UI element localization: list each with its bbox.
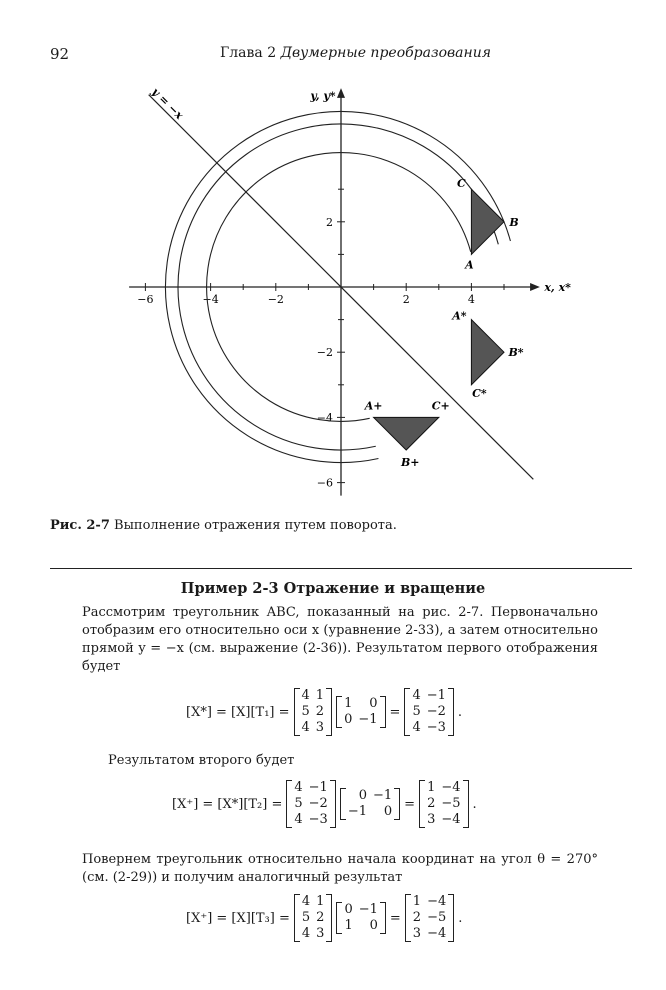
y-tick-label: −4 [316, 411, 333, 425]
y-tick-label: −6 [316, 476, 333, 490]
y-tick-label: 2 [326, 215, 333, 229]
point-label-2: C [457, 177, 466, 191]
matrix-cell: −1 [347, 804, 367, 819]
matrix-Xplus-3 [405, 894, 454, 942]
point-label-4: B* [508, 346, 524, 360]
matrix-cell: −1 [358, 712, 378, 727]
equation-3 [186, 894, 462, 942]
triangle-A-plus [374, 417, 439, 450]
point-label-5: C* [472, 386, 487, 400]
matrix-cell: 2 [315, 704, 325, 719]
x-tick-label: 2 [402, 293, 410, 306]
matrix-cell: 4 [301, 720, 310, 735]
matrix-cell: 4 [301, 926, 311, 941]
matrix-cell: 4 [294, 780, 303, 795]
x-axis-label: x, x* [544, 281, 571, 294]
eq2-lhs: [X⁺] = [X*][T₂] = [172, 796, 283, 812]
matrix-cell: −3 [426, 720, 446, 735]
point-label-0: A [465, 258, 474, 272]
matrix-T1 [336, 696, 385, 728]
matrix-cell: 4 [412, 688, 421, 703]
matrix-cell: −4 [427, 926, 447, 941]
equation-2 [172, 780, 477, 828]
triangle-A-star [471, 320, 504, 385]
matrix-cell: 3 [315, 720, 325, 735]
equals: = [389, 704, 401, 720]
y-axis-arrow [337, 88, 345, 98]
y-tick-label: −2 [316, 346, 333, 360]
matrix-cell: 0 [344, 712, 353, 727]
figure-caption [50, 518, 397, 533]
matrix-cell: −2 [308, 796, 328, 811]
matrix-cell: 4 [294, 812, 303, 827]
matrix-cell: 3 [427, 812, 436, 827]
matrix-cell: 4 [301, 688, 310, 703]
matrix-X-3 [294, 894, 333, 942]
point-label-3: A* [452, 309, 467, 323]
matrix-cell: −1 [358, 902, 378, 917]
equals: = [404, 796, 416, 812]
matrix-cell: 2 [316, 910, 325, 925]
point-label-8: C+ [431, 399, 450, 413]
matrix-cell: 5 [412, 704, 421, 719]
matrix-cell: 1 [344, 918, 353, 933]
triangle-ABC [471, 189, 504, 254]
matrix-cell: 1 [315, 688, 325, 703]
matrix-cell: 0 [358, 788, 367, 803]
matrix-cell: 2 [427, 796, 436, 811]
chapter-number: Глава 2 [220, 45, 277, 61]
matrix-cell: −1 [308, 780, 328, 795]
matrix-cell: 3 [316, 926, 325, 941]
matrix-cell: −1 [373, 788, 393, 803]
matrix-cell: −4 [441, 780, 461, 795]
matrix-cell: 1 [412, 894, 422, 909]
point-label-6: A+ [364, 399, 383, 413]
matrix-cell: 0 [344, 902, 353, 917]
x-tick-label: −6 [137, 293, 154, 306]
x-tick-label: 4 [467, 293, 475, 306]
matrix-cell: 5 [301, 704, 310, 719]
matrix-cell: −5 [441, 796, 461, 811]
matrix-Xstar [404, 688, 453, 736]
matrix-cell: 5 [301, 910, 311, 925]
eq1-dot: . [457, 704, 463, 720]
eq3-dot: . [458, 910, 463, 926]
matrix-Xstar-2 [286, 780, 335, 828]
matrix-cell: −4 [427, 894, 447, 909]
paragraph-3: Повернем треугольник относительно начала координат на угол θ = 270° (см. (2-29)) и получим аналогичный результат [82, 852, 598, 885]
matrix-cell: −5 [427, 910, 447, 925]
matrix-cell: 4 [301, 894, 311, 909]
point-label-1: B [509, 215, 519, 229]
chapter-title: Двумерные преобразования [280, 45, 492, 61]
matrix-T2 [340, 788, 400, 820]
x-tick-label: −4 [202, 293, 219, 306]
eq3-lhs: [X⁺] = [X][T₃] = [186, 910, 290, 926]
matrix-cell: −1 [426, 688, 446, 703]
matrix-cell: 1 [316, 894, 325, 909]
matrix-cell: 4 [412, 720, 421, 735]
matrix-T3 [336, 902, 385, 934]
eq1-lhs: [X*] = [X][T₁] = [186, 704, 290, 720]
point-label-7: B+ [400, 456, 420, 469]
matrix-cell: −3 [308, 812, 328, 827]
caption-label: Рис. 2-7 [50, 518, 110, 533]
paragraph-2: Результатом второго будет [108, 753, 295, 768]
line-label: y = −x [149, 85, 186, 122]
x-axis-arrow [530, 283, 540, 291]
equals: = [389, 910, 401, 926]
matrix-cell: −2 [426, 704, 446, 719]
matrix-cell: 0 [369, 918, 378, 933]
x-tick-label: −2 [267, 293, 284, 306]
matrix-cell: 3 [412, 926, 422, 941]
matrix-Xplus [419, 780, 468, 828]
caption-text: Выполнение отражения путем поворота. [114, 518, 397, 533]
figure-geometry [129, 84, 571, 495]
matrix-cell: −4 [441, 812, 461, 827]
page-number: 92 [50, 45, 70, 63]
paragraph-1: Рассмотрим треугольник ABC, показанный на рис. 2-7. Первоначально отобразим его относительно оси x (уравнение 2-33), а затем относительно прямой y = −x (см. выражение (2-36)). Результатом первого отображения будет [82, 605, 598, 674]
matrix-X [294, 688, 333, 736]
y-axis-label: y, y* [310, 89, 336, 103]
matrix-cell: 1 [427, 780, 436, 795]
matrix-cell: 1 [344, 696, 353, 711]
equation-1 [186, 688, 462, 736]
divider [50, 568, 632, 569]
eq2-dot: . [472, 796, 477, 812]
matrix-cell: 0 [369, 696, 378, 711]
example-title: Пример 2-3 Отражение и вращение [180, 580, 486, 597]
matrix-cell: 5 [294, 796, 303, 811]
matrix-cell: 2 [412, 910, 422, 925]
matrix-cell: 0 [383, 804, 393, 819]
